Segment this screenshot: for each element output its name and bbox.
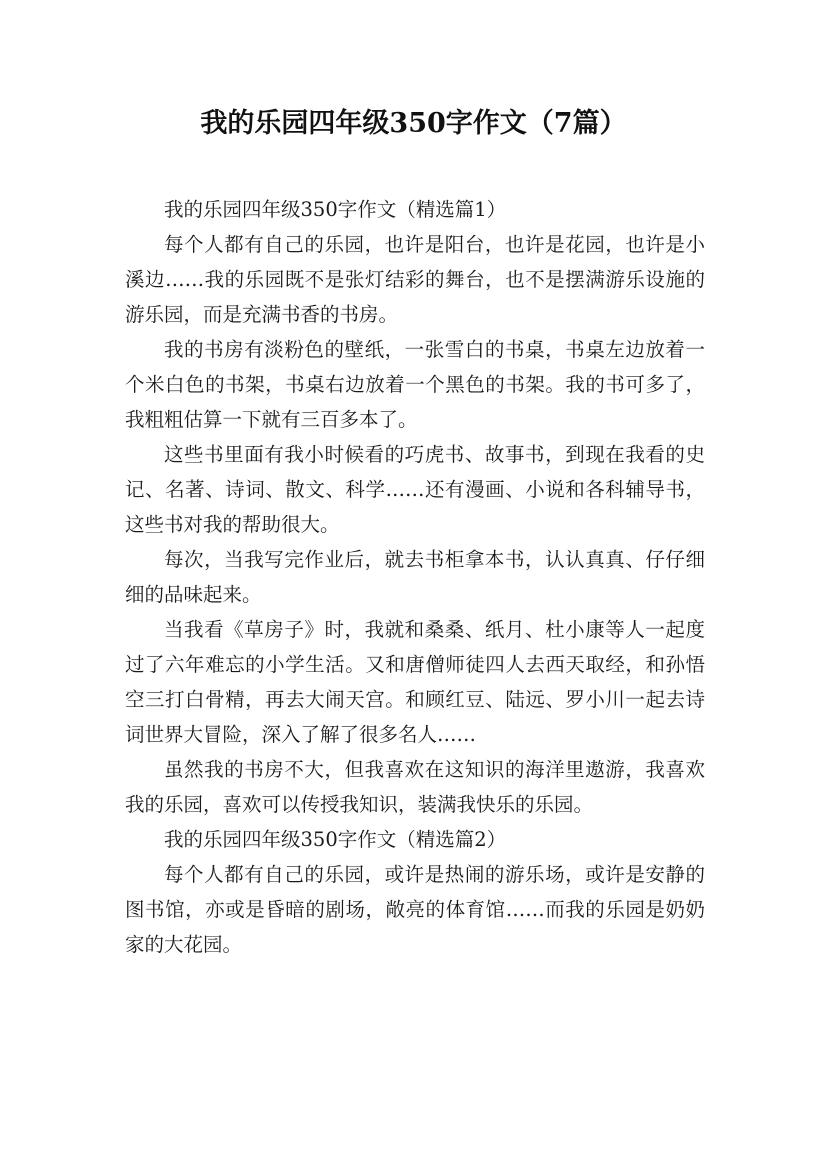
paragraph: 每次，当我写完作业后，就去书柜拿本书，认认真真、仔仔细细的品味起来。 — [125, 548, 705, 606]
section-heading: 我的乐园四年级350字作文（精选篇2） — [164, 828, 507, 851]
document-title: 我的乐园四年级350字作文（7篇） — [200, 108, 627, 139]
paragraph: 当我看《草房子》时，我就和桑桑、纸月、杜小康等人一起度过了六年难忘的小学生活。又和唐僧师徒四人去西天取经，和孙悟空三打白骨精，再去大闹天宫。和顾红豆、陆远、罗小川一起去诗词世界大冒险，深入了解了很多名人…… — [125, 618, 705, 746]
document-body — [125, 192, 705, 962]
paragraph: 这些书里面有我小时候看的巧虎书、故事书，到现在我看的史记、名著、诗词、散文、科学……还有漫画、小说和各科辅导书，这些书对我的帮助很大。 — [125, 443, 705, 536]
paragraph: 我的书房有淡粉色的壁纸，一张雪白的书桌，书桌左边放着一个米白色的书架，书桌右边放着一个黑色的书架。我的书可多了，我粗粗估算一下就有三百多本了。 — [125, 338, 705, 431]
paragraph: 每个人都有自己的乐园，也许是阳台，也许是花园，也许是小溪边……我的乐园既不是张灯结彩的舞台，也不是摆满游乐设施的游乐园，而是充满书香的书房。 — [125, 233, 705, 326]
section-heading: 我的乐园四年级350字作文（精选篇1） — [164, 198, 507, 221]
paragraph: 每个人都有自己的乐园，或许是热闹的游乐场，或许是安静的图书馆，亦或是昏暗的剧场，敞亮的体育馆……而我的乐园是奶奶家的大花园。 — [125, 863, 705, 956]
paragraph: 虽然我的书房不大，但我喜欢在这知识的海洋里遨游，我喜欢我的乐园，喜欢可以传授我知识，装满我快乐的乐园。 — [125, 758, 705, 816]
